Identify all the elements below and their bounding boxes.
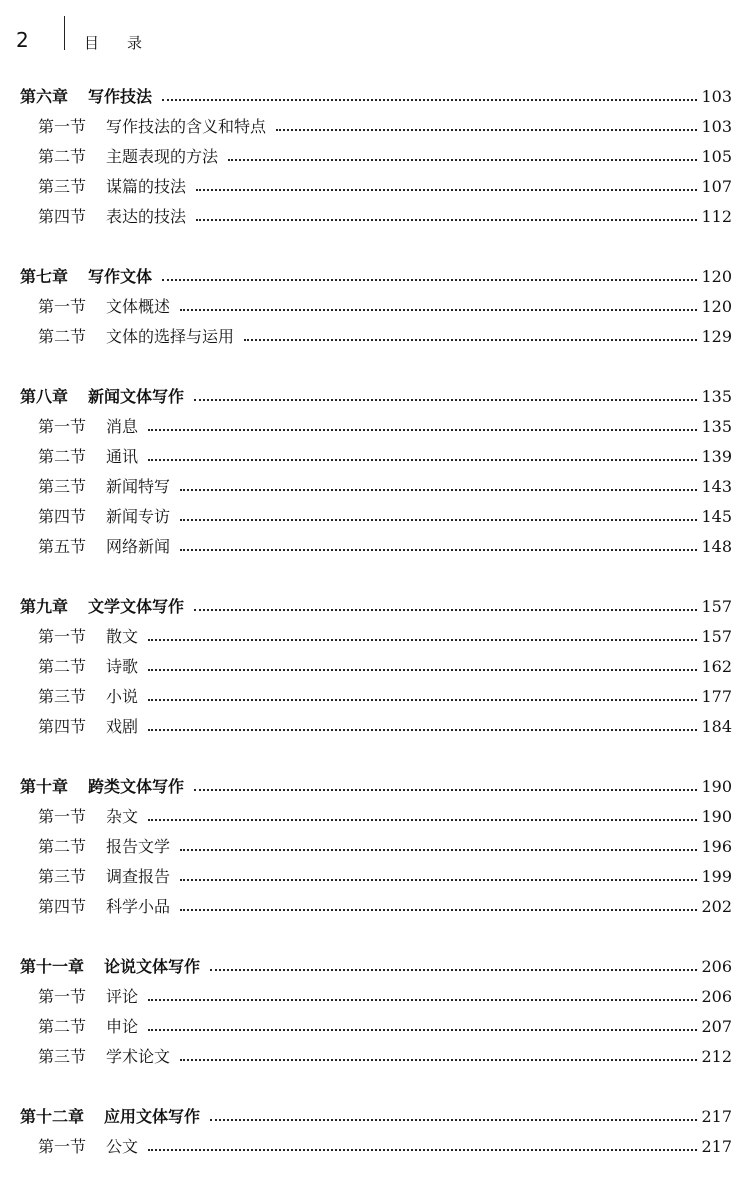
dot-leader (228, 159, 697, 161)
dot-leader (180, 489, 697, 491)
section-label: 第一节 (38, 987, 87, 1006)
section-label: 第四节 (38, 717, 87, 736)
chapter-group (0, 1102, 750, 1162)
chapter-label: 第九章 (20, 597, 69, 616)
section-title: 新闻专访 (106, 507, 171, 526)
dot-leader (194, 609, 697, 611)
section-label: 第一节 (38, 117, 87, 136)
page-reference: 135 (701, 417, 732, 436)
section-label: 第四节 (38, 897, 87, 916)
section-entry[interactable] (0, 112, 750, 142)
chapter-title: 跨类文体写作 (88, 777, 185, 796)
section-title: 主题表现的方法 (106, 147, 219, 166)
section-entry[interactable] (0, 502, 750, 532)
dot-leader (194, 399, 697, 401)
section-title: 评论 (106, 987, 139, 1006)
dot-leader (180, 309, 697, 311)
page-number: 2 (16, 28, 29, 52)
chapter-entry[interactable] (0, 82, 750, 112)
page-reference: 190 (701, 807, 732, 826)
chapter-label: 第八章 (20, 387, 69, 406)
chapter-group (0, 262, 750, 352)
chapter-entry[interactable] (0, 382, 750, 412)
section-label: 第一节 (38, 807, 87, 826)
dot-leader (148, 819, 697, 821)
dot-leader (162, 99, 697, 101)
section-entry[interactable] (0, 412, 750, 442)
section-title: 消息 (106, 417, 139, 436)
section-entry[interactable] (0, 142, 750, 172)
chapter-entry[interactable] (0, 1102, 750, 1132)
section-title: 小说 (106, 687, 139, 706)
chapter-group (0, 382, 750, 562)
page-reference: 129 (701, 327, 732, 346)
section-entry[interactable] (0, 202, 750, 232)
page-reference: 177 (701, 687, 732, 706)
page-reference: 103 (701, 87, 732, 106)
page-reference: 107 (701, 177, 732, 196)
dot-leader (148, 639, 697, 641)
section-label: 第五节 (38, 537, 87, 556)
dot-leader (244, 339, 697, 341)
chapter-entry[interactable] (0, 772, 750, 802)
page-reference: 206 (701, 957, 732, 976)
chapter-label: 第七章 (20, 267, 69, 286)
chapter-title: 写作技法 (88, 87, 153, 106)
page-reference: 112 (701, 207, 732, 226)
page-header (0, 0, 750, 70)
section-title: 报告文学 (106, 837, 171, 856)
dot-leader (180, 519, 697, 521)
dot-leader (210, 969, 697, 971)
section-title: 杂文 (106, 807, 139, 826)
section-label: 第一节 (38, 297, 87, 316)
section-title: 申论 (106, 1017, 139, 1036)
section-title: 网络新闻 (106, 537, 171, 556)
chapter-label: 第六章 (20, 87, 69, 106)
section-title: 文体的选择与运用 (106, 327, 235, 346)
chapter-title: 论说文体写作 (104, 957, 201, 976)
page-reference: 199 (701, 867, 732, 886)
chapter-group (0, 952, 750, 1072)
section-title: 调查报告 (106, 867, 171, 886)
section-label: 第二节 (38, 657, 87, 676)
section-entry[interactable] (0, 802, 750, 832)
chapter-title: 文学文体写作 (88, 597, 185, 616)
section-title: 表达的技法 (106, 207, 187, 226)
section-title: 谋篇的技法 (106, 177, 187, 196)
section-label: 第一节 (38, 1137, 87, 1156)
chapter-label: 第十二章 (20, 1107, 85, 1126)
section-label: 第二节 (38, 447, 87, 466)
section-title: 通讯 (106, 447, 139, 466)
chapter-group (0, 82, 750, 232)
page-reference: 105 (701, 147, 732, 166)
dot-leader (148, 429, 697, 431)
section-entry[interactable] (0, 832, 750, 862)
chapter-label: 第十一章 (20, 957, 85, 976)
section-entry[interactable] (0, 442, 750, 472)
page-reference: 184 (701, 717, 732, 736)
table-of-contents (0, 82, 750, 1192)
section-entry[interactable] (0, 622, 750, 652)
section-title: 写作技法的含义和特点 (106, 117, 267, 136)
page-reference: 120 (701, 297, 732, 316)
running-title: 目录 (84, 34, 171, 52)
section-label: 第三节 (38, 177, 87, 196)
section-label: 第四节 (38, 207, 87, 226)
page-reference: 212 (701, 1047, 732, 1066)
section-entry[interactable] (0, 652, 750, 682)
section-title: 公文 (106, 1137, 139, 1156)
dot-leader (148, 1149, 697, 1151)
page-reference: 103 (701, 117, 732, 136)
page-reference: 207 (701, 1017, 732, 1036)
dot-leader (276, 129, 697, 131)
page-reference: 145 (701, 507, 732, 526)
section-title: 诗歌 (106, 657, 139, 676)
dot-leader (196, 219, 697, 221)
section-label: 第二节 (38, 327, 87, 346)
chapter-title: 新闻文体写作 (88, 387, 185, 406)
page-reference: 143 (701, 477, 732, 496)
section-entry[interactable] (0, 1042, 750, 1072)
header-divider (64, 16, 65, 50)
section-title: 散文 (106, 627, 139, 646)
section-entry[interactable] (0, 532, 750, 562)
section-entry[interactable] (0, 862, 750, 892)
page-reference: 190 (701, 777, 732, 796)
dot-leader (180, 879, 697, 881)
section-label: 第二节 (38, 1017, 87, 1036)
dot-leader (148, 459, 697, 461)
page-reference: 217 (701, 1137, 732, 1156)
dot-leader (180, 909, 697, 911)
section-title: 新闻特写 (106, 477, 171, 496)
chapter-entry[interactable] (0, 262, 750, 292)
dot-leader (180, 549, 697, 551)
page-reference: 217 (701, 1107, 732, 1126)
dot-leader (148, 999, 697, 1001)
section-label: 第一节 (38, 417, 87, 436)
section-entry[interactable] (0, 982, 750, 1012)
dot-leader (148, 1029, 697, 1031)
section-title: 科学小品 (106, 897, 171, 916)
section-entry[interactable] (0, 292, 750, 322)
dot-leader (162, 279, 697, 281)
section-entry[interactable] (0, 892, 750, 922)
section-title: 文体概述 (106, 297, 171, 316)
page-reference: 139 (701, 447, 732, 466)
section-label: 第三节 (38, 477, 87, 496)
chapter-entry[interactable] (0, 952, 750, 982)
chapter-title: 应用文体写作 (104, 1107, 201, 1126)
page-reference: 157 (701, 627, 732, 646)
section-entry[interactable] (0, 1132, 750, 1162)
dot-leader (148, 669, 697, 671)
section-label: 第一节 (38, 627, 87, 646)
page-reference: 120 (701, 267, 732, 286)
dot-leader (194, 789, 697, 791)
section-label: 第三节 (38, 867, 87, 886)
section-label: 第三节 (38, 1047, 87, 1066)
dot-leader (148, 699, 697, 701)
section-entry[interactable] (0, 712, 750, 742)
dot-leader (180, 849, 697, 851)
chapter-title: 写作文体 (88, 267, 153, 286)
section-entry[interactable] (0, 322, 750, 352)
section-entry[interactable] (0, 172, 750, 202)
chapter-group (0, 772, 750, 922)
page-reference: 135 (701, 387, 732, 406)
page-reference: 206 (701, 987, 732, 1006)
section-title: 学术论文 (106, 1047, 171, 1066)
dot-leader (210, 1119, 697, 1121)
dot-leader (196, 189, 697, 191)
chapter-entry[interactable] (0, 592, 750, 622)
section-label: 第二节 (38, 147, 87, 166)
section-title: 戏剧 (106, 717, 139, 736)
page-reference: 162 (701, 657, 732, 676)
section-entry[interactable] (0, 682, 750, 712)
section-entry[interactable] (0, 472, 750, 502)
chapter-group (0, 592, 750, 742)
dot-leader (180, 1059, 697, 1061)
section-label: 第二节 (38, 837, 87, 856)
section-entry[interactable] (0, 1012, 750, 1042)
chapter-label: 第十章 (20, 777, 69, 796)
dot-leader (148, 729, 697, 731)
page-reference: 196 (701, 837, 732, 856)
section-label: 第三节 (38, 687, 87, 706)
section-label: 第四节 (38, 507, 87, 526)
page-reference: 202 (701, 897, 732, 916)
page-reference: 148 (701, 537, 732, 556)
page-reference: 157 (701, 597, 732, 616)
